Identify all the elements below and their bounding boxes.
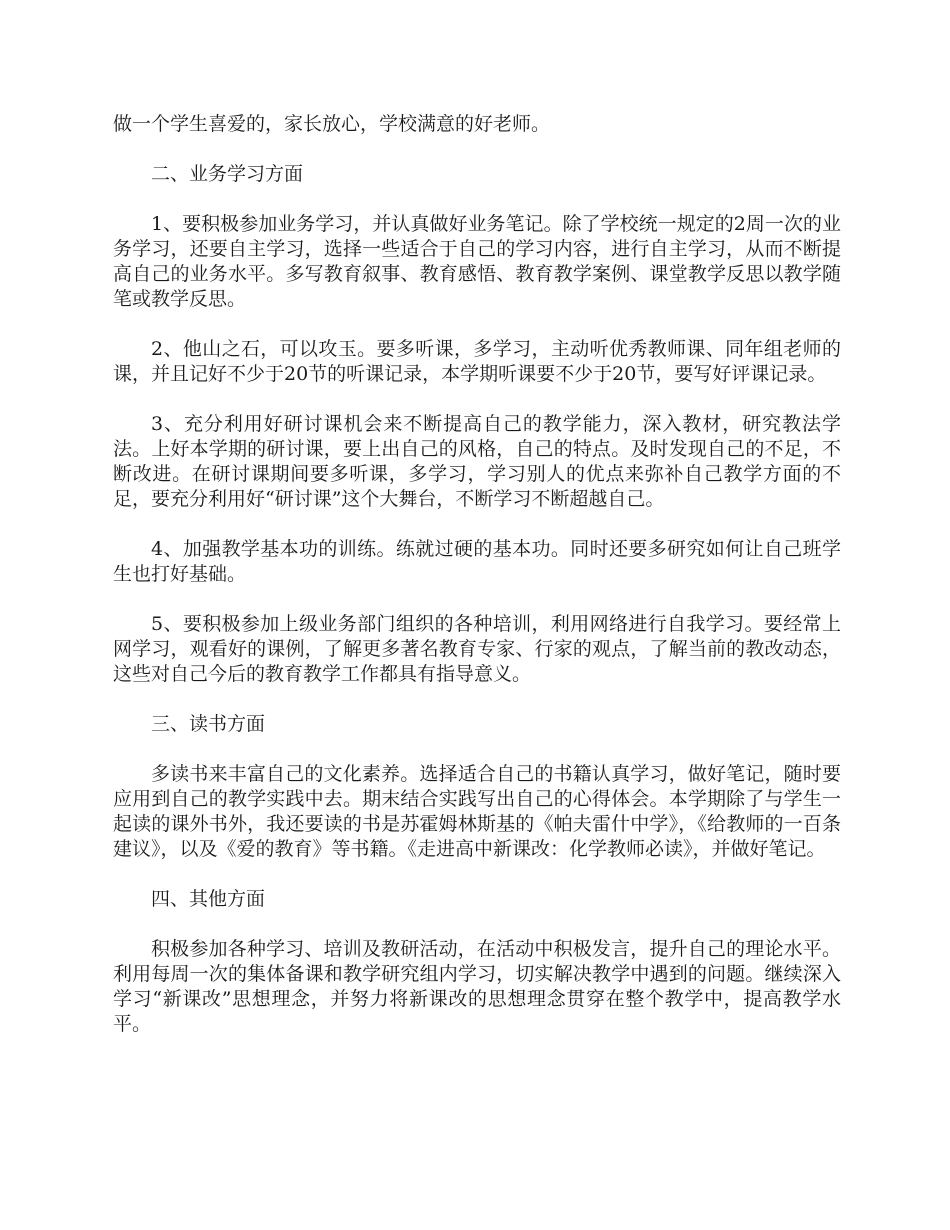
paragraph-item-3: 3、充分利用好研讨课机会来不断提高自己的教学能力，深入教材，研究教法学法。上好本学期的研讨课，要上出自己的风格，自己的特点。及时发现自己的不足，不断改进。在研讨课期间要多听课，多学习，学习别人的优点来弥补自己教学方面的不足，要充分利用好“研讨课”这个大舞台，不断学习不断超越自己。 (113, 413, 841, 510)
paragraph-item-1: 1、要积极参加业务学习，并认真做好业务笔记。除了学校统一规定的2周一次的业务学习，还要自主学习，选择一些适合于自己的学习内容，进行自主学习，从而不断提高自己的业务水平。多写教育叙事、教育感悟、教育教学案例、课堂教学反思以教学随笔或教学反思。 (113, 213, 841, 310)
paragraph-item-2: 2、他山之石，可以攻玉。要多听课，多学习，主动听优秀教师课、同年组老师的课，并且记好不少于20节的听课记录，本学期听课要不少于20节，要写好评课记录。 (113, 338, 841, 385)
paragraph-item-4: 4、加强教学基本功的训练。练就过硬的基本功。同时还要多研究如何让自己班学生也打好基础。 (113, 538, 841, 585)
section-heading-reading: 三、读书方面 (151, 713, 266, 735)
section-heading-business-study: 二、业务学习方面 (151, 163, 304, 185)
paragraph-item-5: 5、要积极参加上级业务部门组织的各种培训，利用网络进行自我学习。要经常上网学习，观看好的课例，了解更多著名教育专家、行家的观点，了解当前的教改动态，这些对自己今后的教育教学工作都具有指导意义。 (113, 613, 841, 685)
document-body (113, 112, 841, 1062)
section-heading-other: 四、其他方面 (151, 888, 266, 910)
paragraph-reading: 多读书来丰富自己的文化素养。选择适合自己的书籍认真学习，做好笔记，随时要应用到自己的教学实践中去。期末结合实践写出自己的心得体会。本学期除了与学生一起读的课外书外，我还要读的书是苏霍姆林斯基的《帕夫雷什中学》，《给教师的一百条建议》，以及《爱的教育》等书籍。《走进高中新课改：化学教师必读》，并做好笔记。 (113, 763, 841, 860)
paragraph-other: 积极参加各种学习、培训及教研活动，在活动中积极发言，提升自己的理论水平。利用每周一次的集体备课和教学研究组内学习，切实解决教学中遇到的问题。继续深入学习“新课改”思想理念，并努力将新课改的思想理念贯穿在整个教学中，提高教学水平。 (113, 938, 841, 1035)
paragraph-intro: 做一个学生喜爱的，家长放心，学校满意的好老师。 (113, 113, 551, 135)
